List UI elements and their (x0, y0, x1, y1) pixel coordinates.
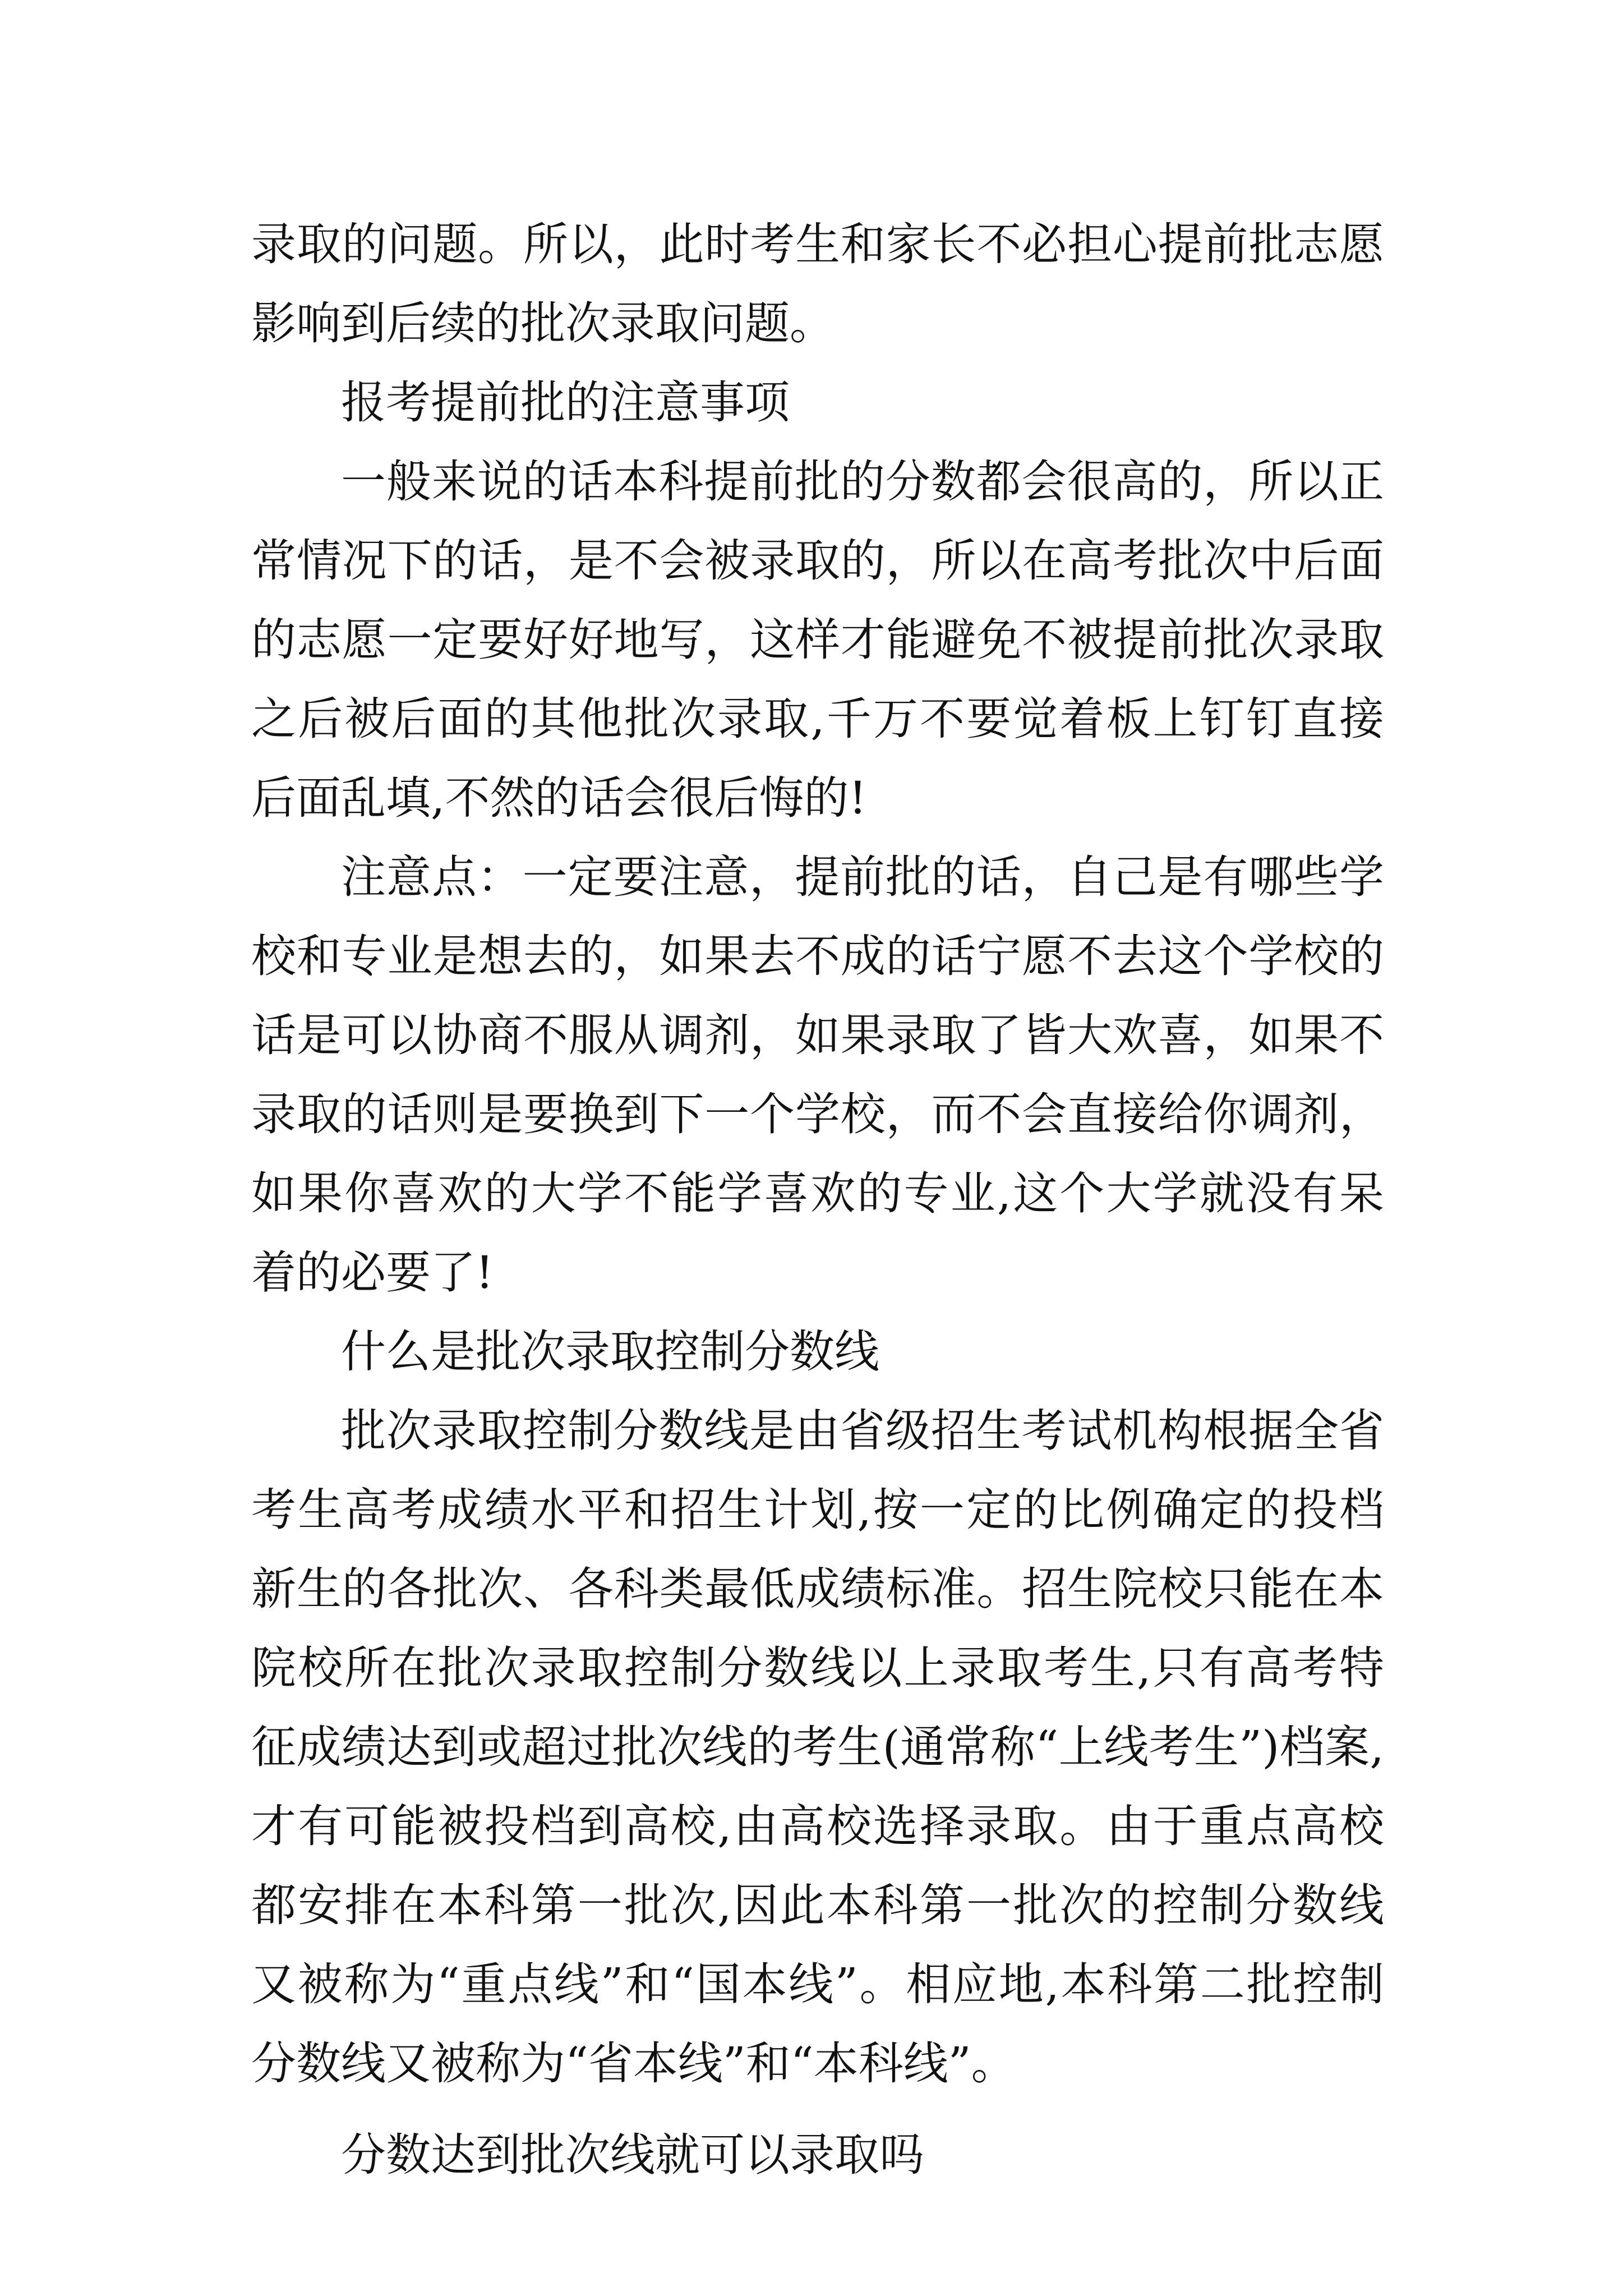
document-body (251, 205, 1384, 2194)
section-heading-precautions: 报考提前批的注意事项 (341, 376, 790, 429)
paragraph-notes: 注意点：一定要注意，提前批的话，自己是有哪些学校和专业是想去的，如果去不成的话宁愿不去这个学校的话是可以协商不服从调剂，如果录取了皆大欢喜，如果不录取的话则是要换到下一个学校，而不会直接给你调剂，如果你喜欢的大学不能学喜欢的专业,这个大学就没有呆着的必要了! (251, 851, 1384, 1299)
spacer (251, 2103, 1384, 2115)
section-heading-control-line: 什么是批次录取控制分数线 (341, 1326, 879, 1378)
section-heading-admission: 分数达到批次线就可以录取吗 (341, 2129, 924, 2181)
paragraph-precautions: 一般来说的话本科提前批的分数都会很高的，所以正常情况下的话，是不会被录取的，所以在高考批次中后面的志愿一定要好好地写，这样才能避免不被提前批次录取之后被后面的其他批次录取,千万不要觉着板上钉钉直接后面乱填,不然的话会很后悔的! (251, 455, 1384, 824)
paragraph-continuation: 录取的问题。所以，此时考生和家长不必担心提前批志愿影响到后续的批次录取问题。 (251, 218, 1384, 349)
paragraph-control-line: 批次录取控制分数线是由省级招生考试机构根据全省考生高考成绩水平和招生计划,按一定的比例确定的投档新生的各批次、各科类最低成绩标准。招生院校只能在本院校所在批次录取控制分数线以上录取考生,只有高考特征成绩达到或超过批次线的考生(通常称“上线考生”)档案,才有可能被投档到高校,由高校选择录取。由于重点高校都安排在本科第一批次,因此本科第一批次的控制分数线又被称为“重点线”和“国本线”。相应地,本科第二批控制分数线又被称为“省本线”和“本科线”。 (251, 1405, 1384, 2090)
